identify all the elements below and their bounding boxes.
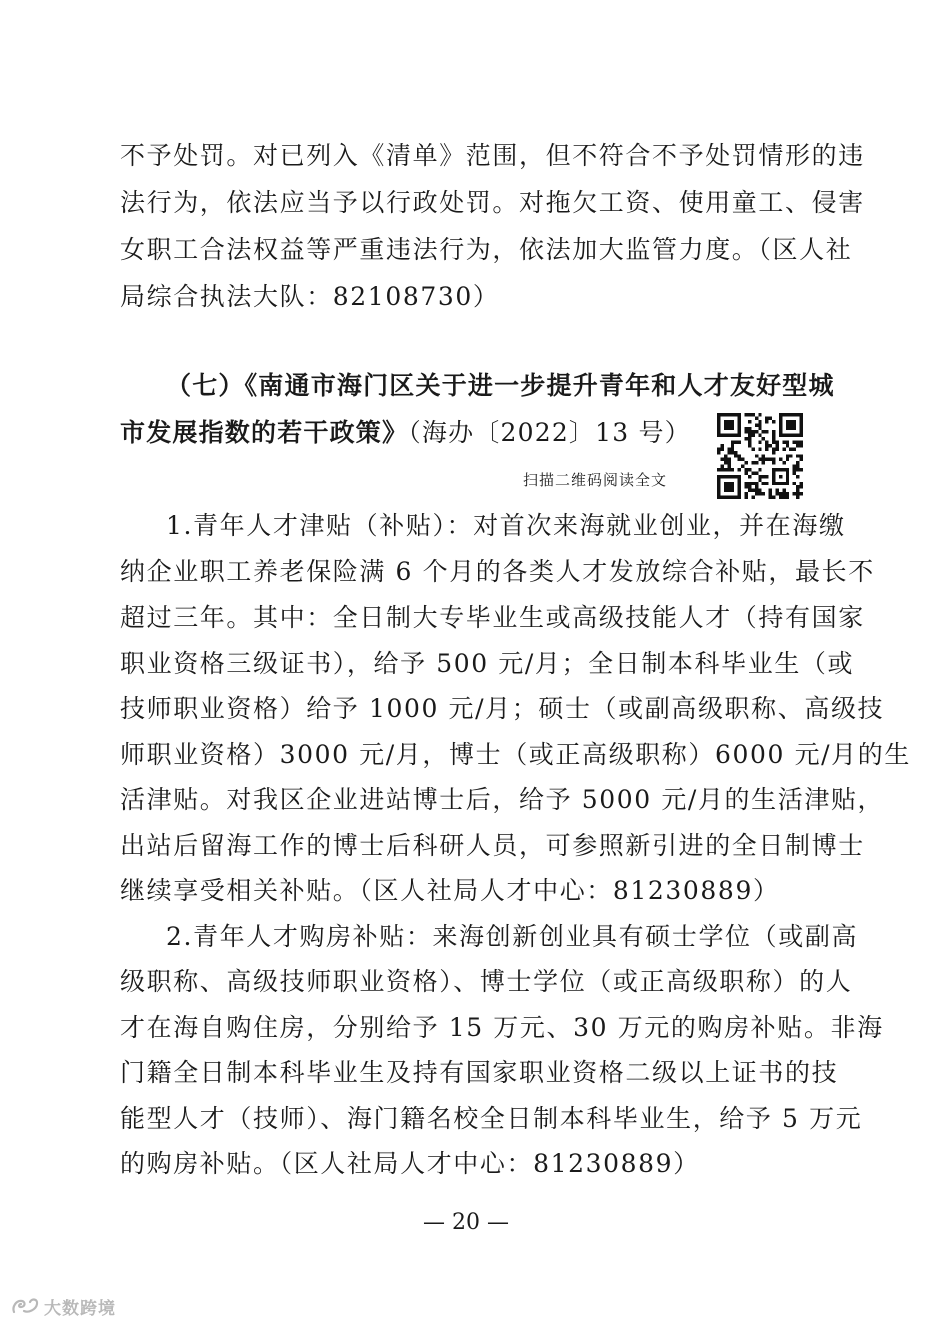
body-text-line: 不予处罚。对已列入《清单》范围，但不符合不予处罚情形的违: [120, 141, 865, 170]
body-text-line: 门籍全日制本科毕业生及持有国家职业资格二级以上证书的技: [120, 1058, 839, 1087]
qr-code-icon[interactable]: [717, 413, 803, 499]
body-text-line: 能型人才（技师）、海门籍名校全日制本科毕业生，给予 5 万元: [120, 1104, 863, 1133]
body-text-line: 职业资格三级证书），给予 500 元/月；全日制本科毕业生（或: [120, 649, 855, 678]
watermark-logo-icon: [10, 1295, 40, 1317]
body-text-line: 继续享受相关补贴。（区人社局人才中心：81230889）: [120, 876, 780, 905]
body-text-line: 活津贴。对我区企业进站博士后，给予 5000 元/月的生活津贴，: [120, 785, 885, 814]
body-text-line: 师职业资格）3000 元/月，博士（或正高级职称）6000 元/月的生: [120, 740, 911, 769]
watermark-text: 大数跨境: [44, 1298, 116, 1319]
section-heading-title: 市发展指数的若干政策》: [120, 418, 409, 447]
document-number: （海办〔2022〕13 号）: [408, 418, 691, 447]
body-text-line: 1.青年人才津贴（补贴）：对首次来海就业创业，并在海缴: [166, 511, 846, 540]
section-heading-line2: [120, 418, 691, 448]
body-text-line: 超过三年。其中：全日制大专毕业生或高级技能人才（持有国家: [120, 603, 865, 632]
body-text-line: 出站后留海工作的博士后科研人员，可参照新引进的全日制博士: [120, 831, 865, 860]
watermark: [10, 1291, 116, 1321]
body-text-line: 技师职业资格）给予 1000 元/月；硕士（或副高级职称、高级技: [120, 694, 885, 723]
body-text-line: 女职工合法权益等严重违法行为，依法加大监管力度。（区人社: [120, 235, 853, 264]
body-text-line: 局综合执法大队：82108730）: [120, 282, 500, 311]
section-heading: （七）《南通市海门区关于进一步提升青年和人才友好型城: [166, 371, 835, 400]
body-text-line: 的购房补贴。（区人社局人才中心：81230889）: [120, 1149, 700, 1178]
body-text-line: 级职称、高级技师职业资格）、博士学位（或正高级职称）的人: [120, 967, 853, 996]
body-text-line: 法行为，依法应当予以行政处罚。对拖欠工资、使用童工、侵害: [120, 188, 865, 217]
body-text-line: 才在海自购住房，分别给予 15 万元、30 万元的购房补贴。非海: [120, 1013, 884, 1042]
page-number: — 20 —: [423, 1210, 509, 1235]
body-text-line: 纳企业职工养老保险满 6 个月的各类人才发放综合补贴，最长不: [120, 557, 875, 586]
body-text-line: 2.青年人才购房补贴：来海创新创业具有硕士学位（或副高: [166, 922, 859, 951]
qr-caption: 扫描二维码阅读全文: [523, 471, 668, 489]
